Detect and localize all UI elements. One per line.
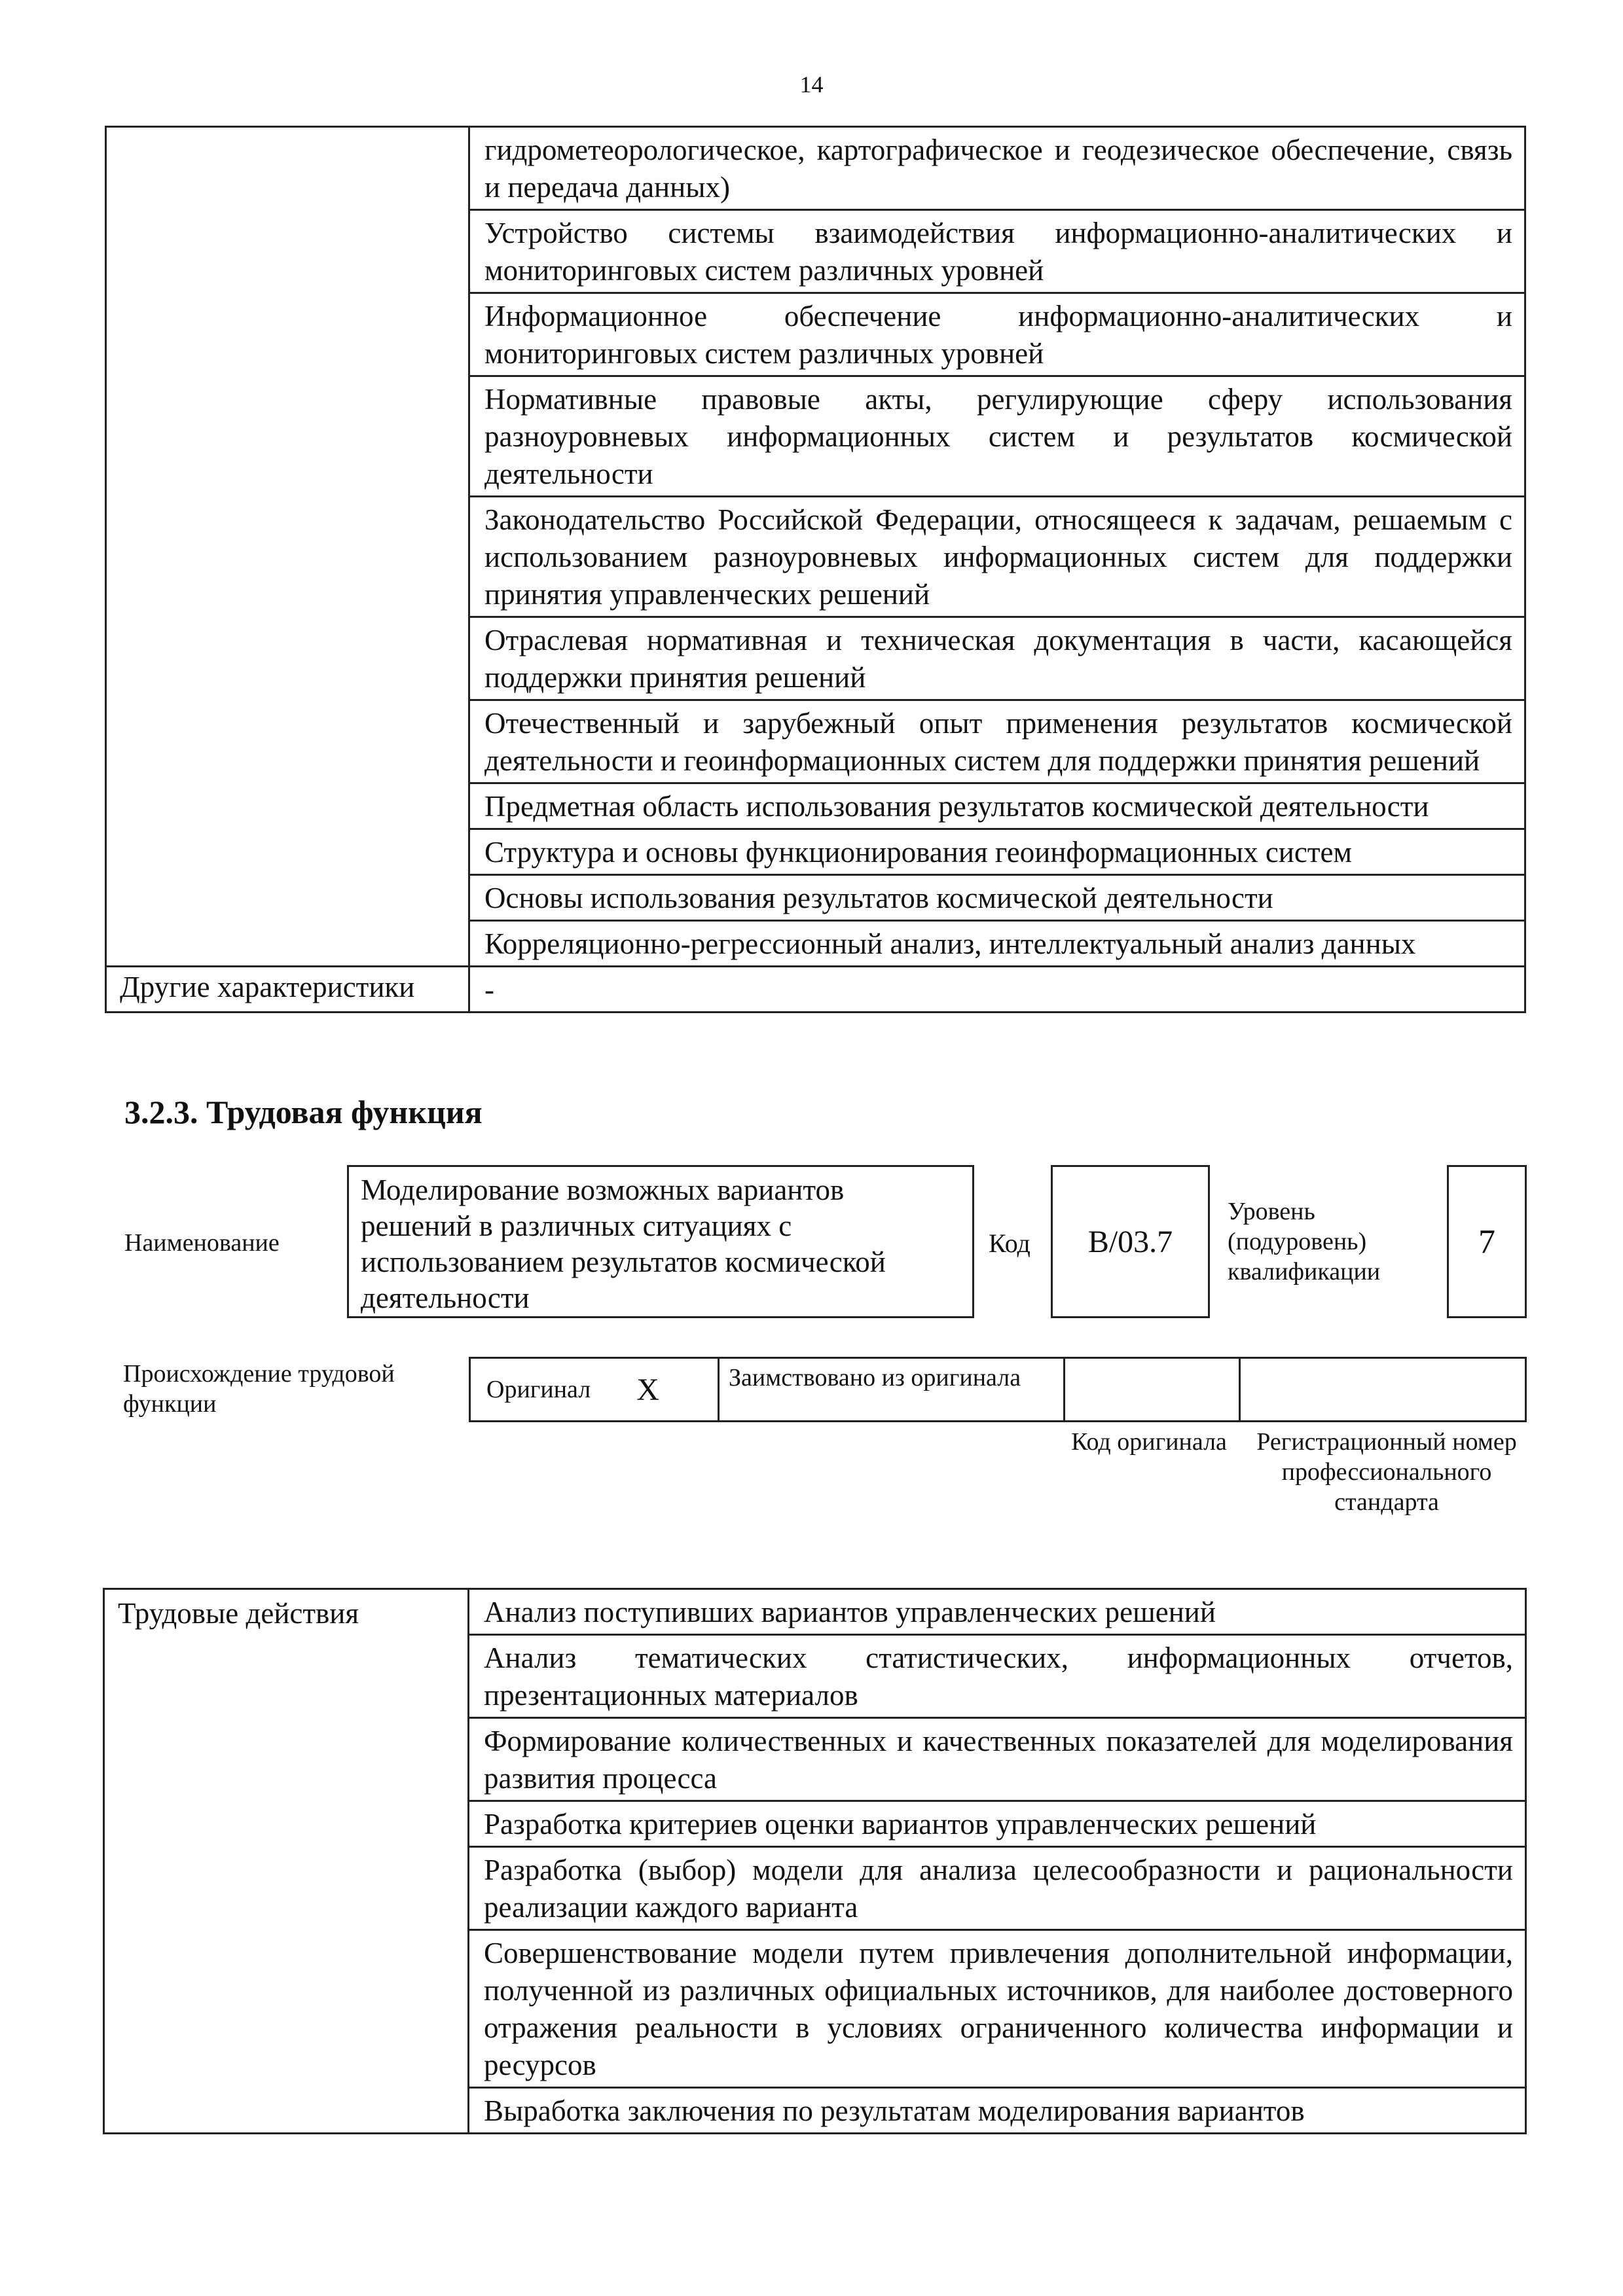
knowledge-item: Нормативные правовые акты, регулирующие сферу использования разноуровневых информационных систем и результатов космической деятельности [469,376,1525,497]
original-label: Оригинал [486,1376,591,1403]
function-name-box: Моделирование возможных вариантов решений в различных ситуациях с использованием результатов космической деятельности [347,1165,974,1318]
knowledge-item: Отраслевая нормативная и техническая документация в части, касающейся поддержки принятия решений [469,617,1525,700]
knowledge-item: Основы использования результатов космической деятельности [469,875,1525,921]
labor-action-item: Формирование количественных и качественных показателей для моделирования развития процесса [469,1718,1526,1801]
knowledge-item: Законодательство Российской Федерации, относящееся к задачам, решаемым с использованием разноуровневых информационных систем для поддержки принятия управленческих решений [469,497,1525,617]
knowledge-item: Структура и основы функционирования геоинформационных систем [469,829,1525,875]
origin-label: Происхождение трудовой функции [123,1360,395,1418]
code-label: Код [989,1229,1030,1258]
page-number: 14 [799,71,824,98]
level-value-box: 7 [1447,1165,1527,1318]
labor-action-item: Анализ поступивших вариантов управленческих решений [469,1589,1526,1635]
labor-action-item: Выработка заключения по результатам моделирования вариантов [469,2088,1526,2134]
origin-original-cell [471,1359,720,1420]
labor-action-item: Разработка (выбор) модели для анализа целесообразности и рациональности реализации каждого варианта [469,1847,1526,1930]
knowledge-label-cell [106,127,469,967]
labor-action-item: Разработка критериев оценки вариантов управленческих решений [469,1801,1526,1847]
origin-code-cell [1065,1359,1241,1420]
original-mark: X [636,1372,659,1407]
labor-actions-label: Трудовые действия [104,1589,469,2134]
reg-number-caption: Регистрационный номер профессионального стандарта [1256,1428,1517,1516]
code-original-caption: Код оригинала [1071,1428,1227,1456]
origin-reg-number-cell [1241,1359,1525,1420]
knowledge-item: Устройство системы взаимодействия информационно-аналитических и мониторинговых систем различных уровней [469,210,1525,293]
knowledge-item: Корреляционно-регрессионный анализ, интеллектуальный анализ данных [469,921,1525,967]
level-label: Уровень (подуровень) квалификации [1228,1198,1381,1285]
labor-actions-table [103,1588,1527,2134]
origin-borrowed-cell: Заимствовано из оригинала [720,1359,1065,1420]
knowledge-item: Предметная область использования результатов космической деятельности [469,783,1525,829]
origin-row [469,1357,1527,1422]
labor-action-item: Анализ тематических статистических, информационных отчетов, презентационных материалов [469,1635,1526,1718]
labor-action-item: Совершенствование модели путем привлечения дополнительной информации, полученной из различных официальных источников, для наиболее достоверного отражения реальности в условиях ограниченного количества информации и ресурсов [469,1930,1526,2088]
section-heading: 3.2.3. Трудовая функция [124,1094,483,1130]
table-row [106,967,1525,1013]
knowledge-item: Отечественный и зарубежный опыт применения результатов космической деятельности и геоинформационных систем для поддержки принятия решений [469,700,1525,783]
knowledge-item: Информационное обеспечение информационно-аналитических и мониторинговых систем различных уровней [469,293,1525,376]
other-characteristics-label: Другие характеристики [106,967,469,1013]
table-row [106,127,1525,210]
name-label: Наименование [124,1229,280,1257]
table-row [104,1589,1526,1635]
knowledge-item: гидрометеорологическое, картографическое и геодезическое обеспечение, связь и передача данных) [469,127,1525,210]
knowledge-table [105,126,1526,1013]
code-value-box: B/03.7 [1051,1165,1210,1318]
other-characteristics-value: - [469,967,1525,1013]
